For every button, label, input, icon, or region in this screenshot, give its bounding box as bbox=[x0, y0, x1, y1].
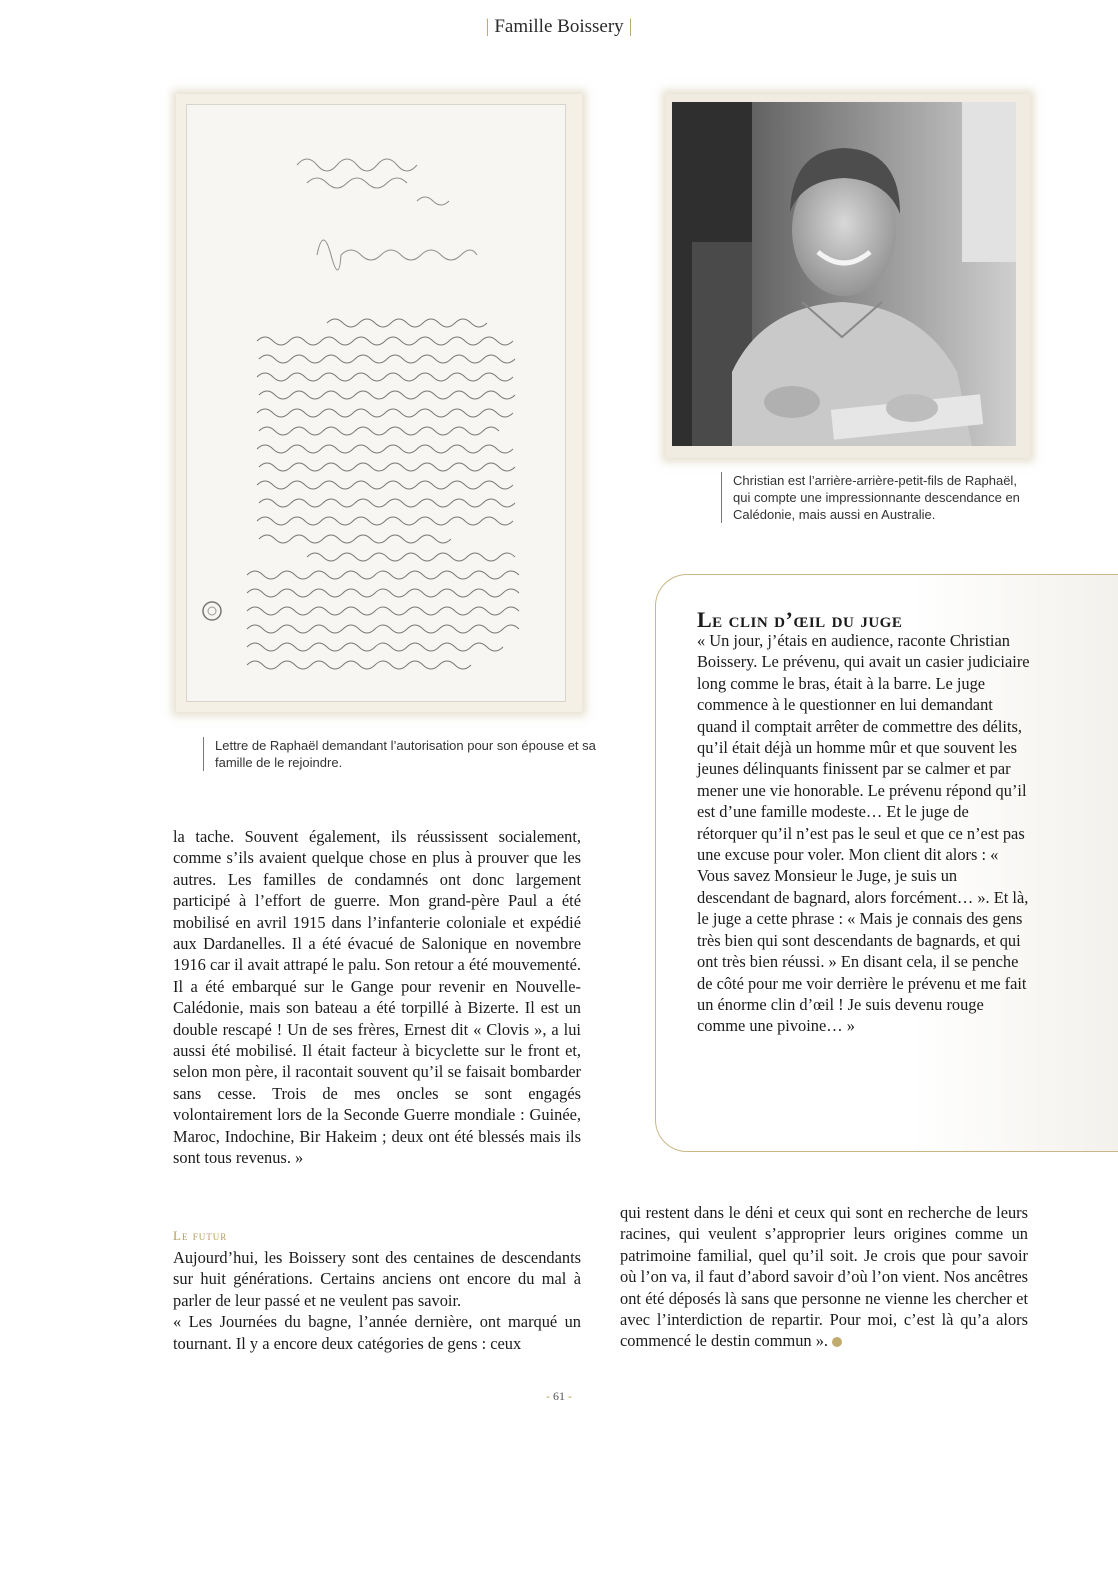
article-paragraph-end: qui restent dans le déni et ceux qui sont en recherche de leurs racines, qui veulent s’approprier leurs origines comme un patrimoine familial, quel qu’il soit. Je crois que pour savoir où l’on va, il faut d’abord savoir d’où l’on vient. Nos ancêtres ont été déposés là sans que personne ne vienne les chercher et avec l’interdiction de repartir. Pour moi, c’est là qu’a alors commencé le destin commun ». bbox=[620, 1203, 1028, 1351]
page-number: - 61 - bbox=[546, 1389, 572, 1403]
section-heading: Le futur bbox=[173, 1228, 228, 1243]
judge-anecdote-box bbox=[655, 574, 1118, 1152]
article-column-right bbox=[620, 1202, 1028, 1352]
box-title: Le clin d’œil du juge bbox=[697, 607, 903, 632]
box-text: « Un jour, j’étais en audience, raconte Christian Boissery. Le prévenu, qui avait un casier judiciaire long comme le bras, était à la barre. Le juge commence à le questionner en lui demandant quand il comptait arrêter de commettre des délits, qu’il était déjà un homme mûr et que souvent les jeunes délinquants finissent par se calmer et par mener une vie honorable. Le prévenu répond qu’il est d’une famille modeste… Et le juge de rétorquer qu’il n’est pas le seul et que ce n’est pas une excuse pour voler. Mon client dit alors : « Vous savez Monsieur le Juge, je suis un descendant de bagnard, alors forcément… ». Et là, le juge a cette phrase : « Mais je connais des gens très bien qui sont descendants de bagnards, et qui ont très bien réussi. » En disant cela, il se penche de côté pour me voir derrière le prévenu et me fait un énorme clin d’œil ! Je suis devenu rouge comme une pivoine… » bbox=[697, 631, 1030, 1036]
portrait-photo bbox=[666, 94, 1030, 458]
article-paragraph: « Les Journées du bagne, l’année dernière, ont marqué un tournant. Il y a encore deux catégories de gens : ceux bbox=[173, 1312, 581, 1353]
header-title: Famille Boissery bbox=[494, 16, 624, 37]
article-column-left-continued bbox=[173, 1247, 581, 1354]
article-paragraph: Aujourd’hui, les Boissery sont des centaines de descendants sur huit générations. Certains anciens ont encore du mal à parler de leur passé et ne veulent pas savoir. bbox=[173, 1248, 581, 1310]
handwritten-letter-image bbox=[186, 104, 566, 702]
end-dot-icon bbox=[832, 1337, 842, 1347]
article-paragraph: la tache. Souvent également, ils réussissent socialement, comme s’ils avaient quelque chose en plus à prouver que les autres. Les familles de condamnés ont donc largement participé à l’effort de guerre. Mon grand-père Paul a été mobilisé en avril 1915 dans l’infanterie coloniale et expédié aux Dardanelles. Il a été évacué de Salonique en novembre 1916 car il avait attrapé le palu. Son retour a été mouvementé. Il a été embarqué sur le Gange pour revenir en Nouvelle-Calédonie, mais son bateau a été torpillé à Bizerte. Il est un double rescapé ! Un de ses frères, Ernest dit « Clovis », a lui aussi été mobilisé. Il était facteur à bicyclette sur le front et, selon mon père, il racontait souvent qu’il se faisait bombarder sans cesse. Trois de mes oncles se sont engagés volontairement lors de la Seconde Guerre mondiale : Guinée, Maroc, Indochine, Bir Hakeim ; deux ont été blessés mais ils sont tous revenus. » bbox=[173, 827, 581, 1168]
running-header: | Famille Boissery | bbox=[485, 16, 633, 37]
letter-photo bbox=[176, 94, 582, 712]
letter-caption: Lettre de Raphaël demandant l’autorisation pour son épouse et sa famille de le rejoindre. bbox=[203, 737, 615, 771]
article-column-left bbox=[173, 826, 581, 1169]
christian-portrait-image bbox=[672, 102, 1016, 446]
portrait-caption: Christian est l’arrière-arrière-petit-fils de Raphaël, qui compte une impressionnante descendance en Calédonie, mais aussi en Australie. bbox=[721, 472, 1033, 523]
